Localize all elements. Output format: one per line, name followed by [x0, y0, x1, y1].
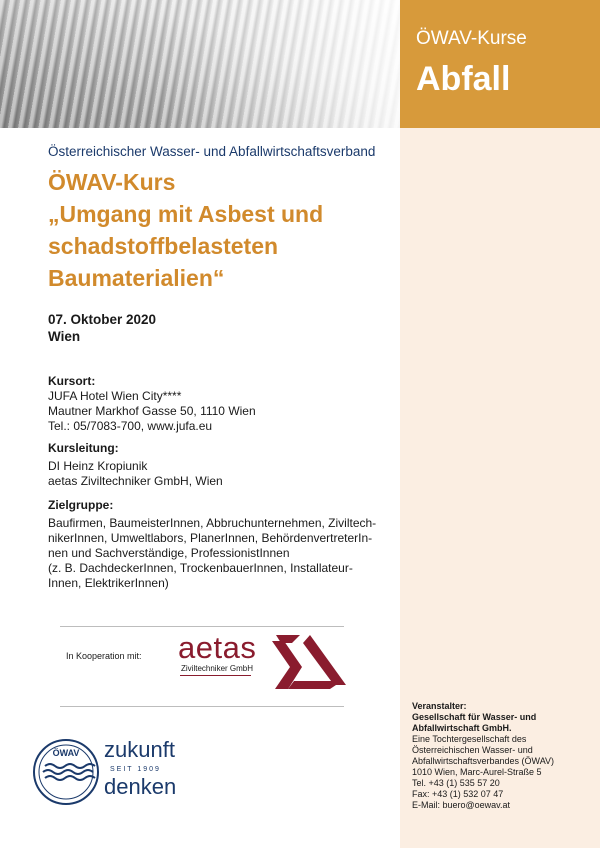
organizer-line: Eine Tochtergesellschaft des — [412, 734, 527, 744]
organizer-address: 1010 Wien, Marc-Aurel-Straße 5 — [412, 767, 542, 777]
hero-image-fade — [0, 0, 400, 128]
section-line: Innen, ElektrikerInnen) — [48, 576, 169, 590]
organizer-line: Abfallwirtschaftsverbandes (ÖWAV) — [412, 756, 555, 766]
organizer-email: E-Mail: buero@oewav.at — [412, 800, 511, 810]
section-line: Tel.: 05/7083-700, www.jufa.eu — [48, 419, 213, 433]
organizer-phone: Tel. +43 (1) 535 57 20 — [412, 778, 500, 788]
course-city: Wien — [48, 329, 81, 344]
organizer-info — [412, 701, 592, 811]
section-heading: Kursort: — [48, 374, 96, 388]
organizer-heading: Veranstalter: — [412, 701, 467, 711]
course-title — [48, 166, 388, 294]
section-heading: Kursleitung: — [48, 441, 119, 455]
owav-logo-icon — [32, 736, 100, 808]
cooperation-label: In Kooperation mit: — [66, 651, 142, 661]
section-line: DI Heinz Kropiunik — [48, 459, 148, 473]
section-kursort — [48, 374, 398, 434]
section-line: aetas Ziviltechniker GmbH, Wien — [48, 474, 223, 488]
tagline-denken: denken — [104, 774, 177, 799]
course-title-line: Baumaterialien“ — [48, 265, 225, 291]
series-label: ÖWAV-Kurse — [416, 28, 527, 49]
course-title-line: ÖWAV-Kurs — [48, 169, 176, 195]
section-kursleitung — [48, 441, 398, 489]
aetas-logo-text: aetas — [178, 630, 257, 665]
section-line: nen und Sachverständige, ProfessionistInnen — [48, 546, 290, 560]
section-line: (z. B. DachdeckerInnen, TrockenbauerInnen, Installateur- — [48, 561, 353, 575]
tagline-since: SEIT 1909 — [110, 766, 161, 773]
tagline-zukunft: zukunft — [104, 737, 175, 762]
aetas-emblem-icon — [270, 633, 348, 691]
section-zielgruppe — [48, 498, 398, 591]
divider-top — [60, 626, 344, 627]
aetas-logo-underline — [180, 675, 251, 676]
section-line: JUFA Hotel Wien City**** — [48, 389, 182, 403]
course-date-block — [48, 311, 156, 345]
course-title-line: „Umgang mit Asbest und — [48, 201, 324, 227]
organizer-line: Österreichischen Wasser- und — [412, 745, 533, 755]
section-line: nikerInnen, Umweltlabors, PlanerInnen, BehördenvertreterIn- — [48, 531, 373, 545]
divider-bottom — [60, 706, 344, 707]
organizer-name-line: Abfallwirtschaft GmbH. — [412, 723, 512, 733]
section-line: Mautner Markhof Gasse 50, 1110 Wien — [48, 404, 256, 418]
course-date: 07. Oktober 2020 — [48, 312, 157, 327]
section-heading: Zielgruppe: — [48, 498, 114, 512]
section-line: Baufirmen, BaumeisterInnen, Abbruchunternehmen, Ziviltech- — [48, 516, 377, 530]
organizer-name-line: Gesellschaft für Wasser- und — [412, 712, 537, 722]
category-label: Abfall — [416, 60, 511, 98]
organizer-fax: Fax: +43 (1) 532 07 47 — [412, 789, 504, 799]
course-title-line: schadstoffbelasteten — [48, 233, 279, 259]
aetas-logo-subtitle: Ziviltechniker GmbH — [181, 664, 254, 673]
owav-emblem-text: ÖWAV — [52, 748, 80, 758]
organization-name: Österreichischer Wasser- und Abfallwirtschaftsverband — [48, 144, 376, 159]
